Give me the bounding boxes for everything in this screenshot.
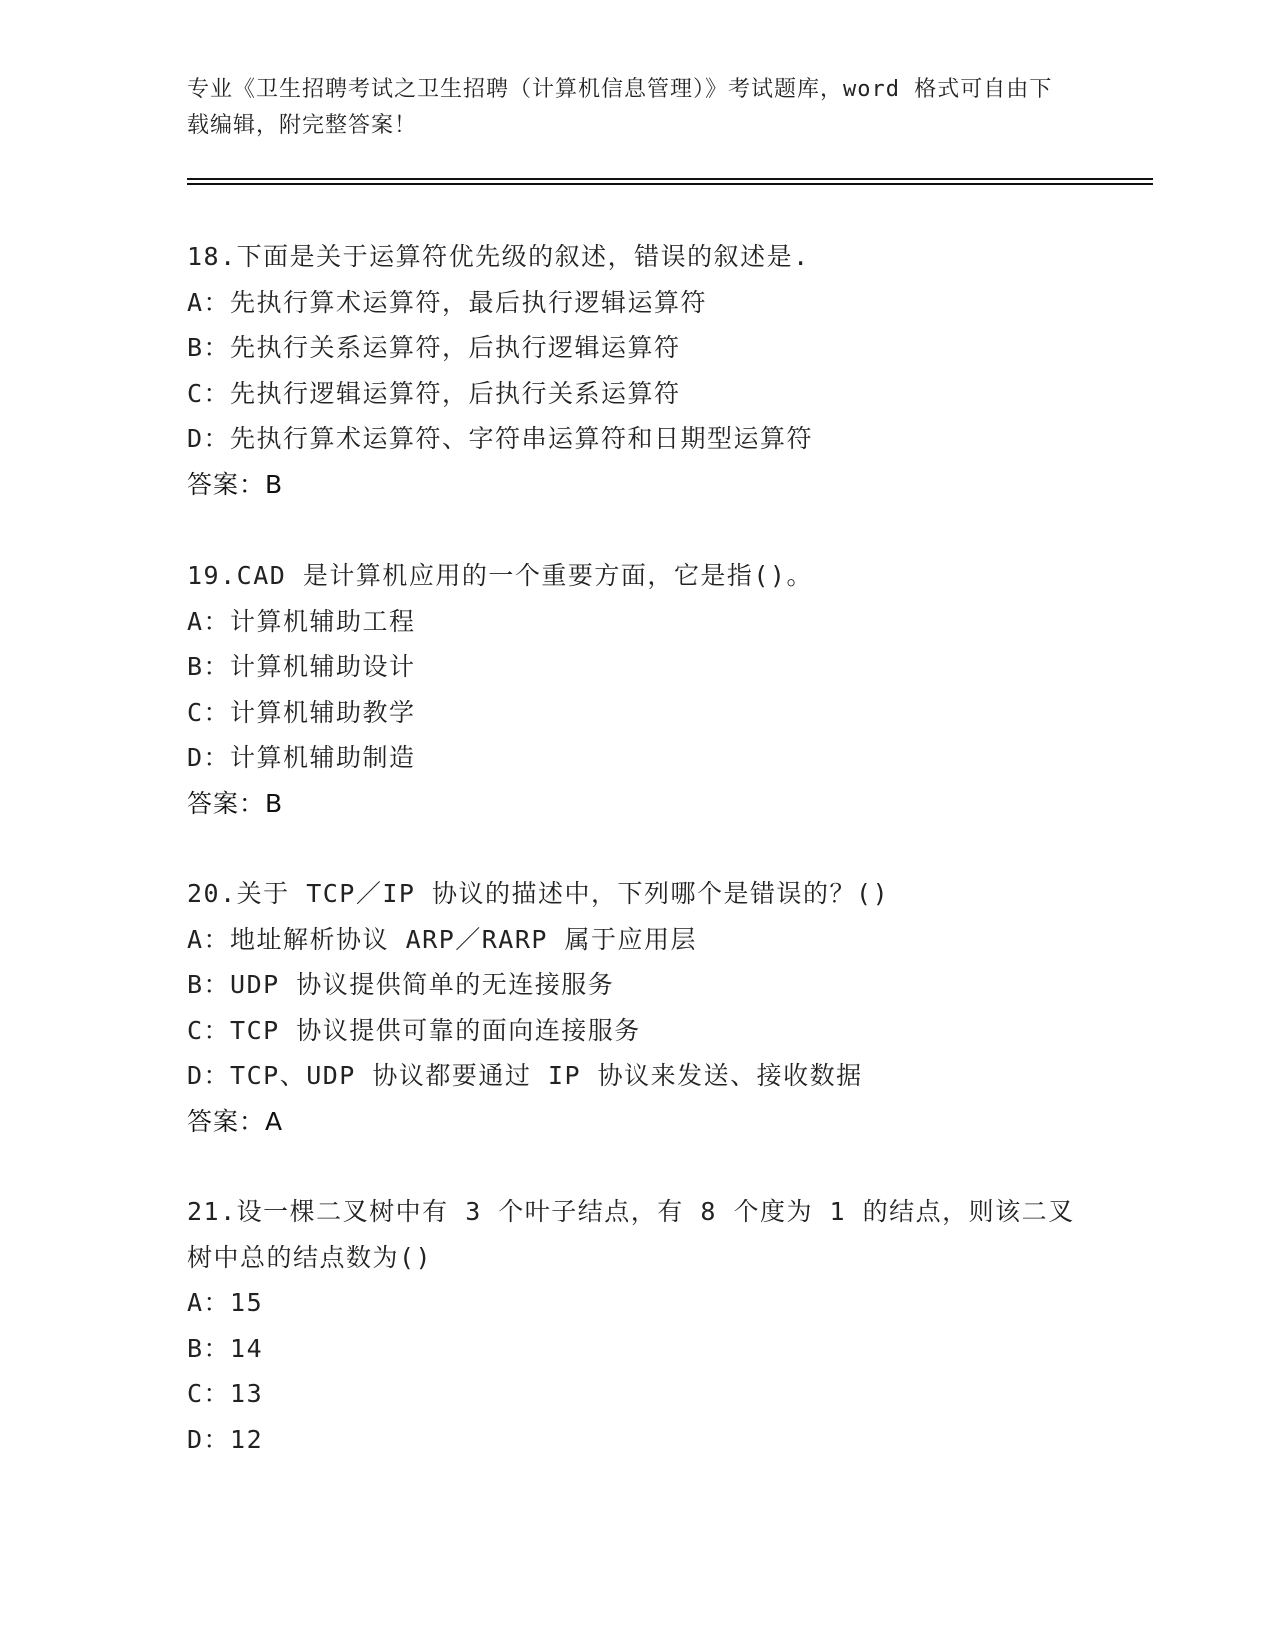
- question-stem: 21.设一棵二叉树中有 3 个叶子结点，有 8 个度为 1 的结点，则该二叉树中总的结点数为(): [187, 1197, 1075, 1272]
- document-header: 专业《卫生招聘考试之卫生招聘（计算机信息管理）》考试题库，word 格式可自由下载编辑，附完整答案！: [187, 77, 1053, 138]
- option-a: A：先执行算术运算符，最后执行逻辑运算符: [187, 287, 708, 317]
- answer-line: 答案：B: [187, 469, 284, 499]
- question-stem: 19.CAD 是计算机应用的一个重要方面，它是指()。: [187, 561, 813, 590]
- header-divider-top: [187, 178, 1153, 180]
- answer-line: 答案：B: [187, 788, 284, 818]
- answer-line: 答案：A: [187, 1106, 284, 1136]
- question-18: [187, 234, 1087, 507]
- option-c: C：13: [187, 1379, 264, 1408]
- option-b: B：先执行关系运算符，后执行逻辑运算符: [187, 333, 681, 362]
- option-b: B：UDP 协议提供简单的无连接服务: [187, 970, 615, 999]
- option-c: C：计算机辅助教学: [187, 697, 416, 727]
- option-b: B：计算机辅助设计: [187, 652, 416, 681]
- option-d: D：12: [187, 1424, 264, 1454]
- option-a: A：15: [187, 1288, 264, 1317]
- option-b: B：14: [187, 1333, 264, 1363]
- option-d: D：TCP、UDP 协议都要通过 IP 协议来发送、接收数据: [187, 1061, 863, 1090]
- option-a: A：计算机辅助工程: [187, 606, 416, 636]
- question-stem: 20.关于 TCP／IP 协议的描述中，下列哪个是错误的？(): [187, 879, 890, 908]
- question-21: [187, 1189, 1087, 1462]
- option-a: A：地址解析协议 ARP／RARP 属于应用层: [187, 924, 698, 954]
- option-c: C：TCP 协议提供可靠的面向连接服务: [187, 1015, 641, 1045]
- question-20: [187, 871, 1087, 1144]
- option-d: D：先执行算术运算符、字符串运算符和日期型运算符: [187, 424, 814, 453]
- question-stem: 18.下面是关于运算符优先级的叙述，错误的叙述是.: [187, 242, 810, 271]
- question-19: [187, 553, 1087, 826]
- option-d: D：计算机辅助制造: [187, 743, 416, 772]
- option-c: C：先执行逻辑运算符，后执行关系运算符: [187, 378, 681, 408]
- header-divider-bottom: [187, 183, 1153, 185]
